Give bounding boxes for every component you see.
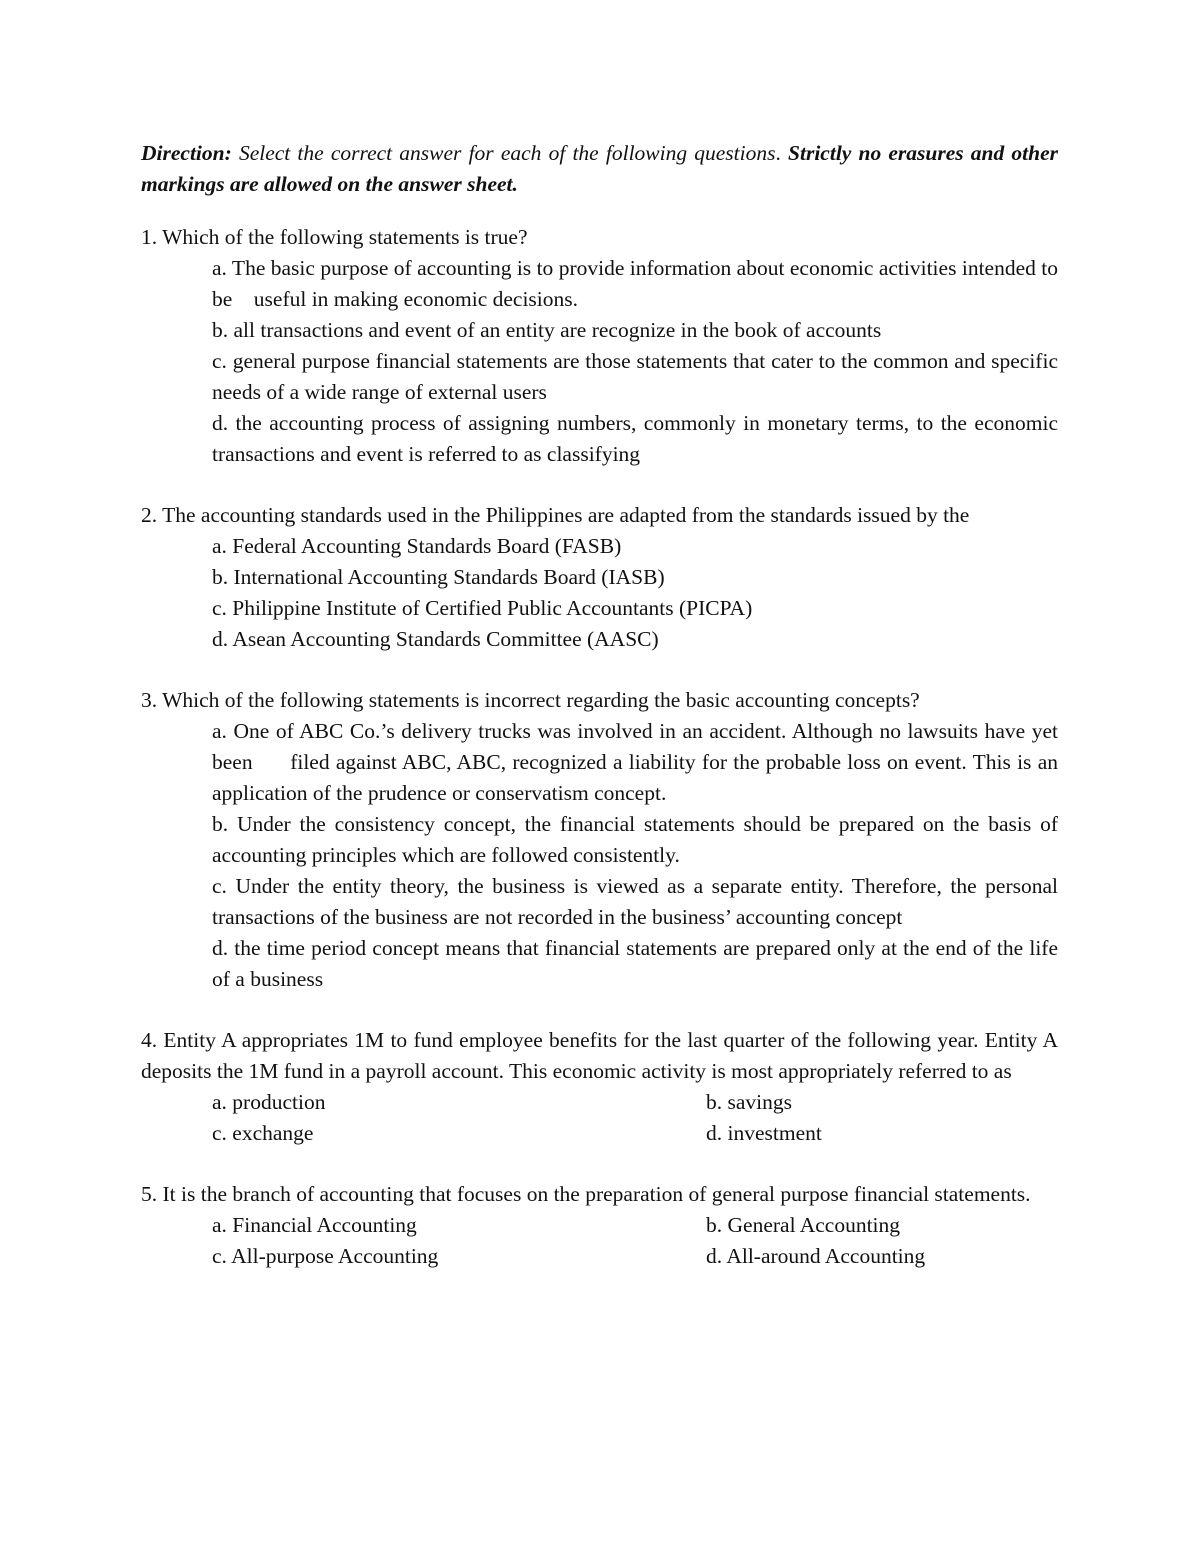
direction-strict-note: Strictly no erasures and other markings are allowed on the answer sheet.	[141, 141, 1058, 196]
question-5	[141, 1179, 1058, 1272]
question-3	[141, 685, 1058, 995]
direction-label: Direction:	[141, 141, 232, 165]
choice-a: a. Financial Accounting	[212, 1213, 417, 1237]
choice-b: b. savings	[706, 1090, 792, 1114]
question-stem: 5. It is the branch of accounting that focuses on the preparation of general purpose financial statements.	[141, 1182, 1031, 1206]
direction-text: Select the correct answer for each of the following questions	[231, 141, 776, 165]
question-stem: 1. Which of the following statements is true?	[141, 225, 528, 249]
choice-list	[212, 716, 1058, 995]
question-1	[141, 222, 1058, 470]
choice-c: c. exchange	[212, 1121, 314, 1145]
choice-b: b. Under the consistency concept, the financial statements should be prepared on the basis of accounting principles which are followed consistently.	[212, 812, 1058, 867]
choice-a: a. The basic purpose of accounting is to provide information about economic activities intended to be useful in making economic decisions.	[212, 256, 1058, 311]
choice-b: b. all transactions and event of an entity are recognize in the book of accounts	[212, 318, 882, 342]
choice-c: c. Philippine Institute of Certified Public Accountants (PICPA)	[212, 596, 753, 620]
choice-a: a. Federal Accounting Standards Board (FASB)	[212, 534, 622, 558]
choice-grid	[212, 1210, 1058, 1272]
direction-period: .	[775, 141, 781, 165]
document-page	[141, 138, 1058, 1302]
question-stem: 2. The accounting standards used in the Philippines are adapted from the standards issued by the	[141, 503, 970, 527]
direction-paragraph	[141, 138, 1058, 200]
choice-d: d. Asean Accounting Standards Committee (AASC)	[212, 627, 659, 651]
choice-a: a. One of ABC Co.’s delivery trucks was involved in an accident. Although no lawsuits have yet been filed against ABC, ABC, recognized a liability for the probable loss on event. This is an application of the prudence or conservatism concept.	[212, 719, 1058, 805]
choice-b: b. International Accounting Standards Board (IASB)	[212, 565, 665, 589]
choice-c: c. general purpose financial statements are those statements that cater to the common and specific needs of a wide range of external users	[212, 349, 1058, 404]
choice-b: b. General Accounting	[706, 1213, 901, 1237]
choice-c: c. Under the entity theory, the business is viewed as a separate entity. Therefore, the personal transactions of the business are not recorded in the business’ accounting concept	[212, 874, 1058, 929]
question-stem: 3. Which of the following statements is incorrect regarding the basic accounting concepts?	[141, 688, 920, 712]
choice-d: d. the accounting process of assigning numbers, commonly in monetary terms, to the economic transactions and event is referred to as classifying	[212, 411, 1058, 466]
question-4	[141, 1025, 1058, 1149]
question-2	[141, 500, 1058, 655]
choice-c: c. All-purpose Accounting	[212, 1244, 439, 1268]
choice-list	[212, 253, 1058, 470]
choice-d: d. investment	[706, 1121, 822, 1145]
choice-d: d. the time period concept means that financial statements are prepared only at the end of the life of a business	[212, 936, 1058, 991]
choice-d: d. All-around Accounting	[706, 1244, 926, 1268]
choice-a: a. production	[212, 1090, 326, 1114]
question-stem: 4. Entity A appropriates 1M to fund employee benefits for the last quarter of the following year. Entity A deposits the 1M fund in a payroll account. This economic activity is most appropriately referred to as	[141, 1028, 1058, 1083]
choice-list	[212, 531, 1058, 655]
choice-grid	[212, 1087, 1058, 1149]
